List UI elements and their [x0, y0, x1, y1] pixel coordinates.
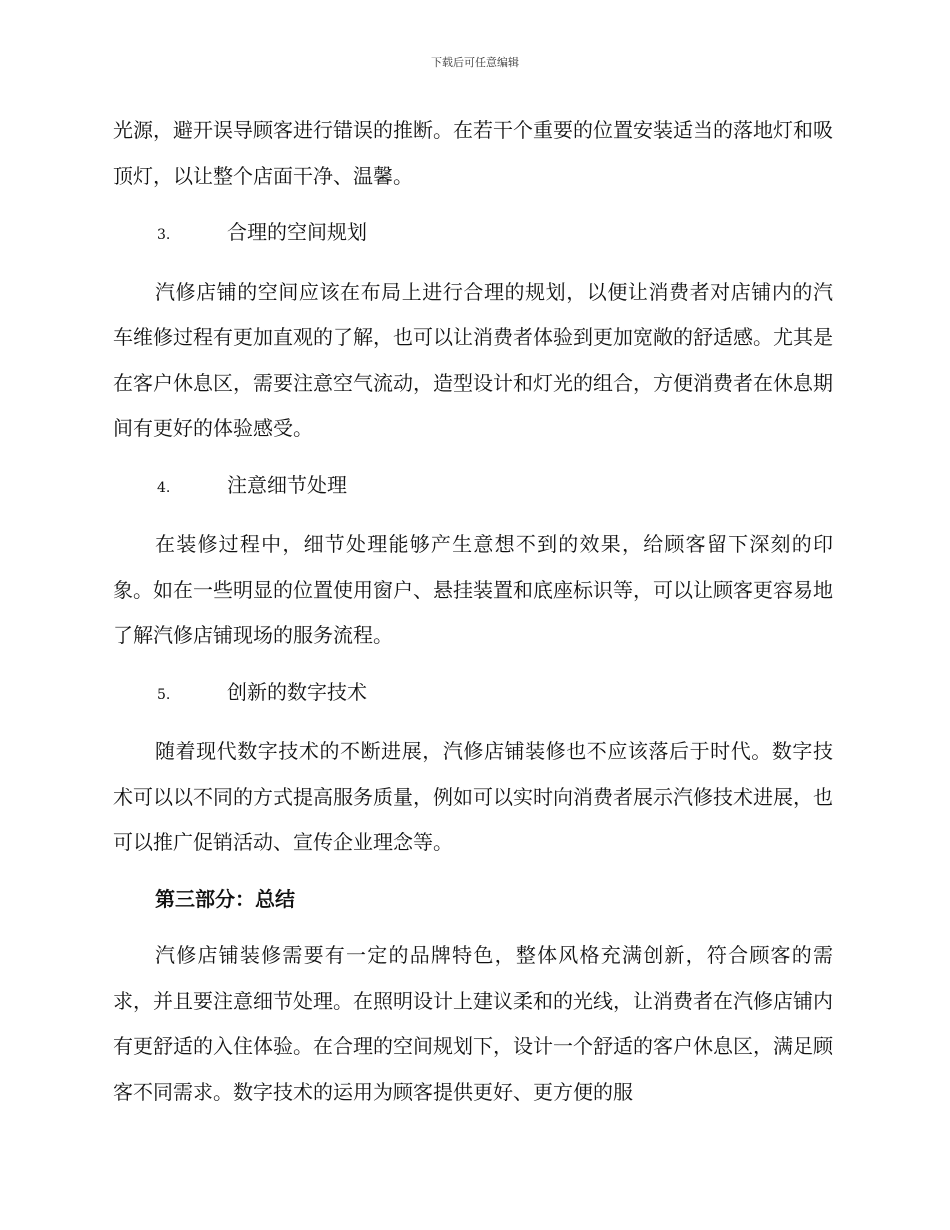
list-item-title: 合理的空间规划: [227, 220, 367, 244]
paragraph-space-planning: 汽修店铺的空间应该在布局上进行合理的规划，以便让消费者对店铺内的汽车维修过程有更加直观的了解，也可以让消费者体验到更加宽敞的舒适感。尤其是在客户休息区，需要注意空气流动，造型设计和灯光的组合，方便消费者在休息期间有更好的体验感受。: [113, 279, 833, 440]
list-number: 4.: [157, 479, 171, 496]
list-number: 5.: [157, 686, 171, 703]
section-heading: 第三部分：总结: [155, 886, 295, 911]
paragraph-lighting-continued: 光源，避开误导顾客进行错误的推断。在若干个重要的位置安装适当的落地灯和吸顶灯，以让整个店面干净、温馨。: [113, 118, 833, 188]
list-number: 3.: [157, 227, 171, 243]
paragraph-digital-tech: 随着现代数字技术的不断进展，汽修店铺装修也不应该落后于时代。数字技术可以以不同的方式提高服务质量，例如可以实时向消费者展示汽修技术进展，也可以推广促销活动、宣传企业理念等。: [113, 739, 833, 854]
paragraph-summary: 汽修店铺装修需要有一定的品牌特色，整体风格充满创新，符合顾客的需求，并且要注意细节处理。在照明设计上建议柔和的光线，让消费者在汽修店铺内有更舒适的入住体验。在合理的空间规划下，设计一个舒适的客户休息区，满足顾客不同需求。数字技术的运用为顾客提供更好、更方便的服: [113, 943, 833, 1104]
list-item-3: [113, 210, 833, 259]
list-item-title: 注意细节处理: [227, 472, 347, 497]
paragraph-details: 在装修过程中，细节处理能够产生意想不到的效果，给顾客留下深刻的印象。如在一些明显的位置使用窗户、悬挂装置和底座标识等，可以让顾客更容易地了解汽修店铺现场的服务流程。: [113, 532, 833, 647]
document-body: [113, 108, 833, 1115]
list-item-4: [113, 463, 833, 512]
list-item-title: 创新的数字技术: [227, 679, 367, 704]
page-header: 下载后可任意编辑: [431, 56, 519, 69]
list-item-5: [113, 670, 833, 719]
